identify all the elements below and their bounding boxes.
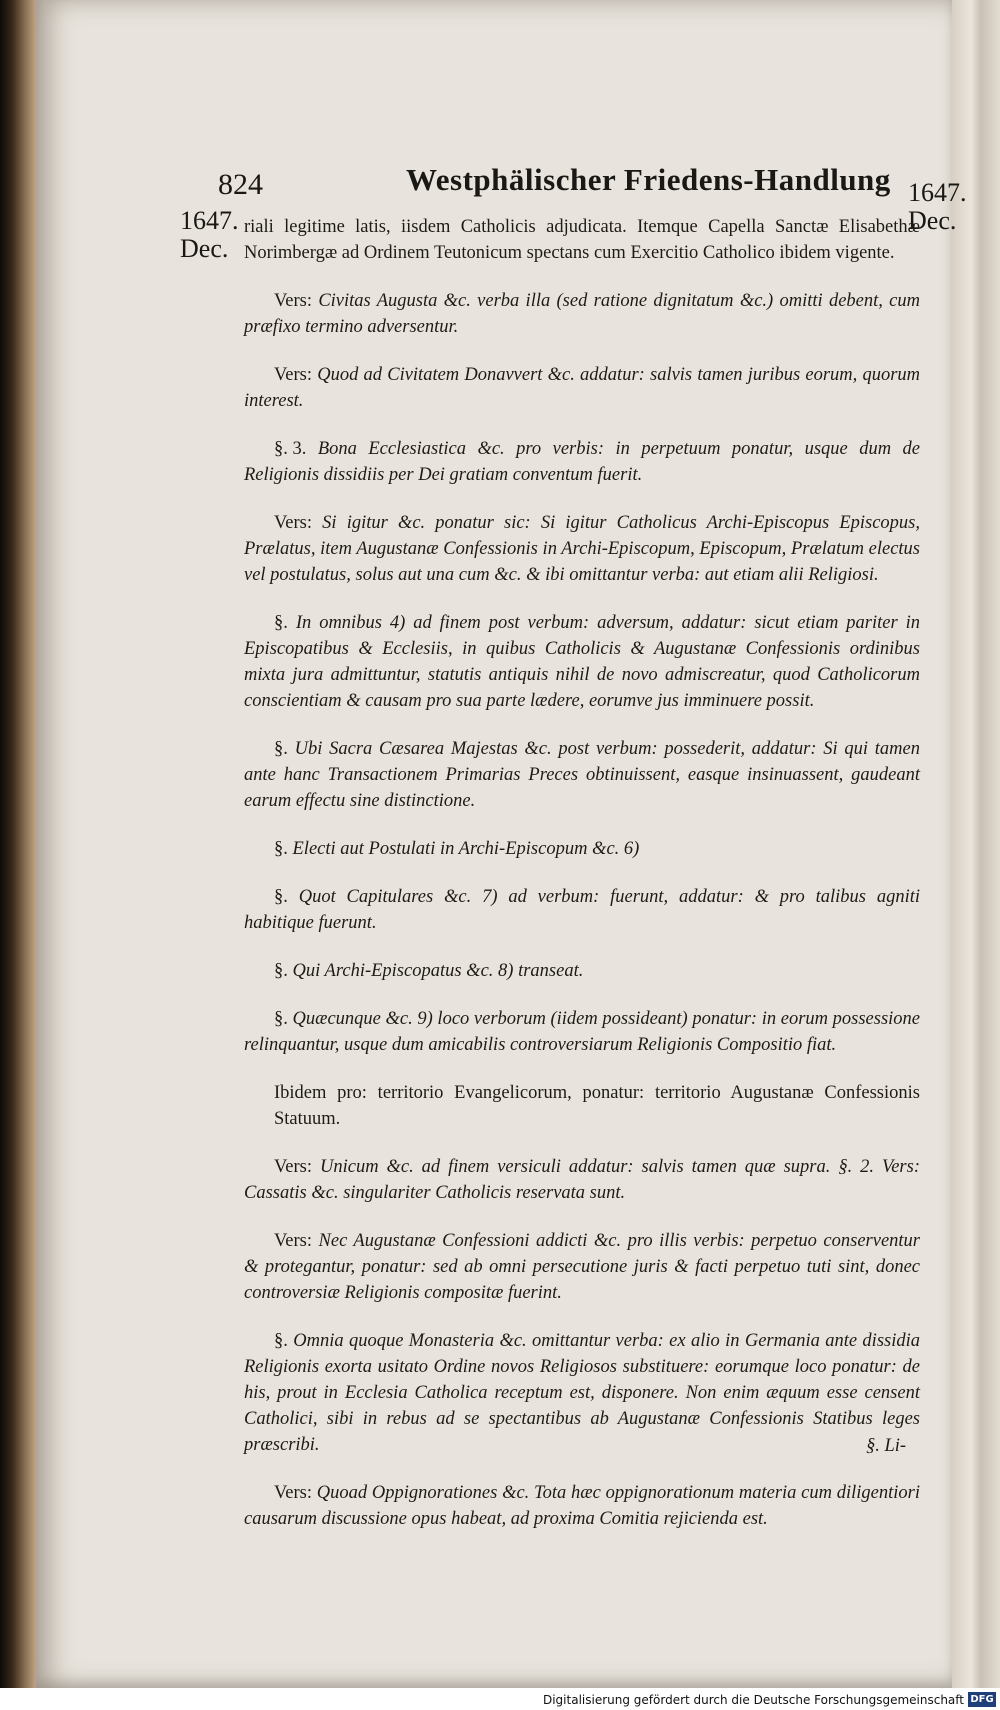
paragraph-lead: Vers: bbox=[274, 291, 313, 311]
paragraph-text: Electi aut Postulati in Archi-Episcopum &c. 6) bbox=[292, 839, 640, 859]
margin-month-left: Dec. bbox=[180, 234, 229, 263]
paragraph bbox=[244, 1080, 920, 1132]
paragraph-lead: Vers: bbox=[274, 513, 313, 533]
paragraph bbox=[244, 1328, 920, 1458]
paragraph-text: Quoad Oppignorationes &c. Tota hæc oppignorationum materia cum diligentiori causarum discussione opus habeat, ad proxima Comitia rejicienda est. bbox=[244, 1483, 921, 1529]
paragraph-lead: Vers: bbox=[274, 1231, 313, 1251]
paragraph-text: Qui Archi-Episcopatus &c. 8) transeat. bbox=[292, 961, 584, 981]
footer-bar bbox=[0, 1688, 1000, 1710]
paragraph-lead: §. bbox=[274, 887, 288, 907]
paragraph-lead: §. bbox=[274, 839, 288, 859]
book-binding bbox=[0, 0, 36, 1710]
paragraph-text: Ubi Sacra Cæsarea Majestas &c. post verbum: possederit, addatur: Si qui tamen ante hanc Transactionem Primarias Preces obtinuissent, easque insinuassent, gaudeant earum effectu sine distinctione. bbox=[244, 739, 920, 811]
paragraph-lead: §. 3. bbox=[274, 439, 307, 459]
paragraph bbox=[244, 436, 920, 488]
paragraph bbox=[244, 610, 920, 714]
paragraph-lead: §. bbox=[274, 739, 288, 759]
paragraph bbox=[244, 836, 920, 862]
page-edge-stack bbox=[952, 0, 1000, 1710]
paragraph-text: Unicum &c. ad finem versiculi addatur: salvis tamen quæ supra. §. 2. Vers: Cassatis &c. singulariter Catholicis reservata sunt. bbox=[244, 1157, 920, 1203]
paragraph-text: Civitas Augusta &c. verba illa (sed ratione dignitatum &c.) omitti debent, cum præfixo termino adversentur. bbox=[244, 291, 920, 337]
paragraph-lead: §. bbox=[274, 961, 288, 981]
dfg-logo-icon: DFG bbox=[968, 1692, 996, 1707]
paragraph bbox=[244, 884, 920, 936]
running-head: Westphälischer Friedens-Handlung bbox=[406, 162, 891, 197]
paragraph bbox=[244, 1154, 920, 1206]
paragraph bbox=[244, 214, 920, 266]
paragraph-text: In omnibus 4) ad finem post verbum: adversum, addatur: sicut etiam pariter in Episcopatibus & Ecclesiis, in quibus Catholicis & Augustanæ Confessionis ordinibus mixta jura admittuntur, statutis antiquis nihil de novo admiscreatur, quod Catholicorum conscientiam & causam pro sua parte lædere, eorumve jus imminuere possit. bbox=[244, 613, 920, 711]
paragraph-text: Ibidem pro: territorio Evangelicorum, ponatur: territorio Augustanæ Confessionis Statuum. bbox=[274, 1083, 920, 1129]
paragraph-text: Quæcunque &c. 9) loco verborum (iidem possideant) ponatur: in eorum possessione relinquantur, usque dum amicabilis controversiarum Religionis Compositio fiat. bbox=[244, 1009, 921, 1055]
catchword: §. Li- bbox=[866, 1436, 907, 1456]
paragraph bbox=[244, 288, 920, 340]
paragraph-lead: Vers: bbox=[274, 365, 313, 385]
paragraph bbox=[244, 1006, 920, 1058]
paragraph-text: Nec Augustanæ Confessioni addicti &c. pro illis verbis: perpetuo conserventur & protegantur, ponatur: sed ab omni persecutione juris & facti perpetuo tuti sint, donec controversiæ Religionis compositæ fuerint. bbox=[244, 1231, 920, 1303]
paragraph bbox=[244, 1228, 920, 1306]
body-text bbox=[244, 214, 920, 1554]
paragraph-lead: Vers: bbox=[274, 1157, 313, 1177]
paragraph-text: Si igitur &c. ponatur sic: Si igitur Catholicus Archi-Episcopus Episcopus, Prælatus, item Augustanæ Confessionis in Archi-Episcopum, Episcopum, Prælatum electus vel postulatus, solus aut una cum &c. & ibi omittantur verba: aut etiam alii Religiosi. bbox=[244, 513, 921, 585]
paragraph bbox=[244, 362, 920, 414]
footer-credit: Digitalisierung gefördert durch die Deutsche Forschungsgemeinschaft bbox=[542, 1693, 964, 1707]
page-number: 824 bbox=[218, 168, 263, 201]
paragraph bbox=[244, 958, 920, 984]
margin-year-left: 1647. bbox=[180, 206, 239, 235]
paragraph bbox=[244, 1480, 920, 1532]
paragraph-lead: §. bbox=[274, 1009, 288, 1029]
paragraph-text: Quot Capitulares &c. 7) ad verbum: fuerunt, addatur: & pro talibus agniti habitique fuerunt. bbox=[244, 887, 920, 933]
paragraph bbox=[244, 736, 920, 814]
margin-month-right: Dec. bbox=[908, 206, 957, 235]
paragraph-text: riali legitime latis, iisdem Catholicis adjudicata. Itemque Capella Sanctæ Elisabethæ Norimbergæ ad Ordinem Teutonicum spectans cum Exercitio Catholico ibidem vigente. bbox=[244, 217, 920, 263]
paragraph-lead: §. bbox=[274, 613, 288, 633]
margin-year-right: 1647. bbox=[908, 178, 967, 207]
paragraph-lead: §. bbox=[274, 1331, 288, 1351]
paragraph bbox=[244, 510, 920, 588]
paragraph-text: Bona Ecclesiastica &c. pro verbis: in perpetuum ponatur, usque dum de Religionis dissidiis per Dei gratiam conventum fuerit. bbox=[244, 439, 920, 485]
paragraph-lead: Vers: bbox=[274, 1483, 313, 1503]
paragraph-text: Quod ad Civitatem Donavvert &c. addatur: salvis tamen juribus eorum, quorum interest. bbox=[244, 365, 921, 411]
paragraph-text: Omnia quoque Monasteria &c. omittantur verba: ex alio in Germania ante dissidia Religionis exorta usitato Ordine novos Religiosos substituere: eorumque loco ponatur: de his, prout in Ecclesia Catholica receptum est, disponere. Non enim æquum esse censent Catholici, sibi in rebus ad se spectantibus ab Augustanæ Confessionis Statibus leges præscribi. bbox=[244, 1331, 920, 1455]
